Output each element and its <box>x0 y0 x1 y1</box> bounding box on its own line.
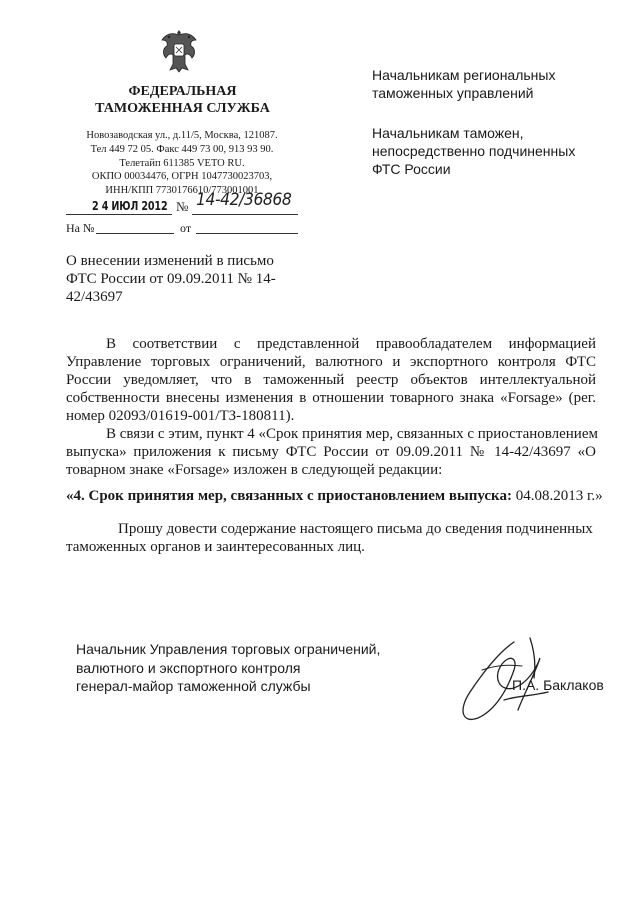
letter-subject <box>66 252 301 306</box>
subject-line: ФТС России от 09.09.2011 № 14- <box>66 271 276 287</box>
amended-clause-date: 04.08.2013 г.» <box>511 488 603 504</box>
signer-title <box>76 640 380 696</box>
registration-number: 14-42/36868 <box>196 190 292 210</box>
signer-name: П.А. Баклаков <box>512 677 604 693</box>
body-paragraph2-line: В связи с этим, пункт 4 «Срок принятия мер, связанных с приостановлением <box>106 426 598 442</box>
org-name-line2: ТАМОЖЕННАЯ СЛУЖБА <box>95 101 270 116</box>
address-line: Тел 449 72 05. Факс 449 73 00, 913 93 90. <box>90 143 274 155</box>
subject-line: О внесении изменений в письмо <box>66 253 274 269</box>
reference-label: На № <box>66 221 95 235</box>
address-line: Новозаводская ул., д.11/5, Москва, 121087. <box>86 130 278 141</box>
org-name-line1: ФЕДЕРАЛЬНАЯ <box>128 84 237 99</box>
sender-address <box>62 129 302 198</box>
addressee-line: таможенных управлений <box>372 85 534 101</box>
body-paragraph1-line: Управление торговых ограничений, валютного и экспортного контроля ФТС <box>66 354 596 370</box>
body-paragraph1-line: России уведомляет, что в таможенный реестр объектов интеллектуальной <box>66 372 596 388</box>
subject-line: 42/43697 <box>66 289 123 305</box>
body-paragraph3-line: таможенных органов и заинтересованных лиц. <box>66 539 365 555</box>
reference-from-label: от <box>180 221 192 235</box>
number-label: № <box>176 199 189 214</box>
signer-title-line: Начальник Управления торговых ограничений, <box>76 641 381 657</box>
body-paragraph1-line: В соответствии с представленной правообладателем информацией <box>106 336 596 352</box>
addressee-line: Начальникам региональных <box>372 67 556 83</box>
reference-date-line <box>196 233 298 234</box>
body-paragraph1-line: собственности внесены изменения в отношении товарного знака «Forsage» (рег. <box>66 390 596 406</box>
address-line: ОКПО 00034476, ОГРН 1047730023703, <box>91 171 273 183</box>
amended-clause-heading: «4. Срок принятия мер, связанных с приостановлением выпуска: <box>66 488 512 504</box>
body-paragraph1-line: номер 02093/01619-001/ТЗ-180811). <box>66 408 295 424</box>
double-headed-eagle-icon <box>158 26 200 74</box>
signer-title-line: генерал-майор таможенной службы <box>76 678 311 694</box>
signer-title-line: валютного и экспортного контроля <box>76 659 301 676</box>
addressee-line: непосредственно подчиненных <box>372 143 576 159</box>
reference-field-line <box>96 233 174 234</box>
body-paragraph3-line: Прошу довести содержание настоящего письма до сведения подчиненных <box>118 521 593 537</box>
addressee-regional <box>372 66 612 102</box>
address-line: Телетайп 611385 VETO RU. <box>119 157 245 169</box>
address-line: ИНН/КПП 7730176610/773001001 <box>105 185 259 197</box>
body-paragraph2-line: товарном знаке «Forsage» изложен в следующей редакции: <box>66 462 443 478</box>
addressee-line: ФТС России <box>372 161 451 177</box>
amended-clause <box>66 488 602 505</box>
addressee-customs <box>372 124 612 178</box>
registration-date-stamp: 2 4 ИЮЛ 2012 <box>92 199 168 213</box>
body-paragraph2-line: выпуска» приложения к письму ФТС России от 09.09.2011 № 14-42/43697 «О <box>66 444 596 460</box>
addressee-line: Начальникам таможен, <box>372 125 524 141</box>
